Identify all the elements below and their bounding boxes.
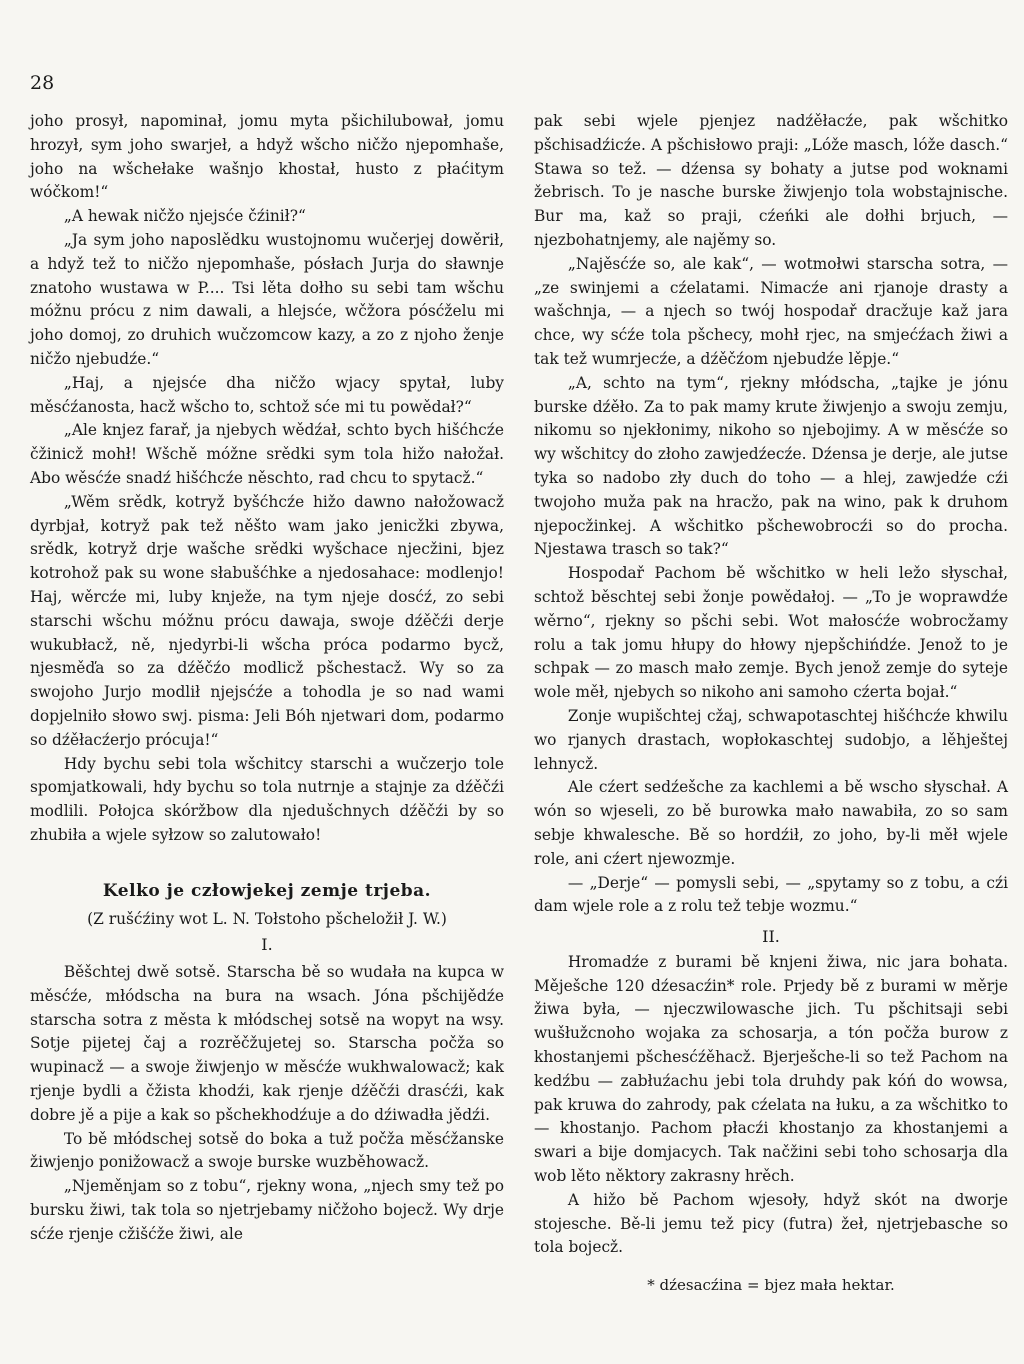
paragraph: Ale cźert sedźešche za kachlemi a bě wscho słyschał. A wón so wjeseli, zo bě burowka mało nawabiła, zo so sam sebje khwalesche. Bě so hordźił, zo joho, by-li měł wjele role, ani cźert njewozmje.: [534, 778, 1008, 868]
chapter-heading: II.: [762, 927, 780, 947]
paragraph: „Njeměnjam so z tobu“, rjekny wona, „njech smy tež po bursku žiwi, tak tola so njetrjebamy ničžoho bojecž. Wy drje sćźe rjenje cžišćže žiwi, ale: [30, 1177, 504, 1243]
paragraph: Hromadźe z burami bě knjeni žiwa, nic jara bohata. Měješche 120 dźesacźin* role. Prjedy bě z burami w měrje žiwa była, — njeczwilowasche jich. Tu pšchitsaji sebi wušłužcnoho wojaka za schosarja, a tón počža burow z khostanjemi pšchesćźěhacž. Bjerješche-li so tež Pachom na kedźbu — zabłuźachu jebi tola druhdy pak kóń do wowsa, pak kruwa do zahrody, pak cźelata na łuku, a za wšchitko to — khostanjo. Pachom płacźi khostanjo za khostanjemi a swari a bije domjacych. Tak načžini sebi toho schosarja dla wob lěto něktory zakrasny hrěch.: [534, 952, 1008, 1186]
article-subtitle: (Z rušćźiny wot L. N. Tołstoho pšcheložił J. W.): [87, 909, 447, 928]
chapter-heading: I.: [261, 935, 273, 955]
paragraph: To bě młódschej sotsě do boka a tuž počža měsćžanske žiwjenjo ponižowacž a swoje burske wuzběhowacž.: [30, 1129, 504, 1172]
paragraph: „Haj, a njejsće dha ničžo wjacy spytał, luby měsćźanosta, hacž wšcho to, schtož sće mi tu powědał?“: [30, 373, 504, 416]
paragraph: pak sebi wjele pjenjez nadźěłacźe, pak wšchitko pšchisadźicźe. A pšchisłowo praji: „Lóže masch, lóže dasch.“ Stawa so tež. — dźensa sy bohaty a jutse pod woknami žebrisch. To je nasche burske žiwjenjo tola wobstajnische. Bur ma, kaž so praji, cźeńki ale dołhi brjuch, — njezbohatnjemy, ale najěmy so.: [534, 112, 1008, 249]
paragraph: — „Derje“ — pomysli sebi, — „spytamy so z tobu, a cźi dam wjele role a z rolu tež tebje wozmu.“: [534, 873, 1008, 916]
paragraph: „Ale knjez farař, ja njebych wědźał, schto bych hišćhcźe čžinicž mohł! Wšchě móžne srědki sym tola hižo nałožał. Abo wěsćźe snadź hišćhcźe něschto, rad chcu to spytacž.“: [30, 421, 504, 487]
right-column: [534, 110, 1008, 1298]
article-title: Kelko je człowjekej zemje trjeba.: [102, 880, 432, 901]
paragraph: A hižo bě Pachom wjesoły, hdyž skót na dworje stojesche. Bě-li jemu tež picy (futra) žeł, njetrjebasche so tola bojecž.: [534, 1190, 1008, 1257]
paragraph: joho prosył, napominał, jomu myta pšichilubował, jomu hrozył, sym joho swarjeł, a hdyž wšcho ničžo njepomhaše, joho na wšchełake wašnjo khostał, husto z płaćitym wóčkom!“: [30, 112, 504, 202]
paragraph: „Najěsćźe so, ale kak“, — wotmołwi starscha sotra, — „ze swinjemi a cźelatami. Nimacźe ani rjanoje drasty a wašchnja, — a njech so twój hospodař dracžuje kaž jara chce, wy sćźe tola pšchecy, mohł rjec, na smjećźach žiwi a tak tež wumrjecźe, a dźěčźom njebudźe lěpje.“: [534, 254, 1008, 368]
paragraph: „Ja sym joho naposlědku wustojnomu wučerjej dowěrił, a hdyž tež to ničžo njepomhaše, pósłach Jurja do sławnje znatoho wustawa w P.... Tsi lěta dołho su sebi tam wšchu móžnu prócu z nim dawali, a hlejsće, wčžora pósćželu mi joho domoj, zo druhich wučzomcow kazy, a zo z njoho ženje ničžo njebudźe.“: [30, 230, 504, 368]
paragraph: Hdy bychu sebi tola wšchitcy starschi a wučzerjo tole spomjatkowali, hdy bychu so tola nutrnje a stajnje za dźěčźi modlili. Połojca skóržbow dla njedušchnych dźěčźi by so zhubiła a wjele syłzow so zalutowało!: [30, 754, 504, 844]
paragraph: „A, schto na tym“, rjekny młódscha, „tajke je jónu burske dźěło. Za to pak mamy krute žiwjenjo a swoju zemju, nikomu so njekłonimy, nikoho so njebojimy. A w měsćźe so wy wšchitcy do złoho zawjedźecźe. Dźensa je derje, ale jutse tyka so nadobo zły duch do toho — a hlej, zawjedźe cźi twojoho muža pak na hracžo, pak na wino, pak k druhom njepocžinkej. A wšchitko pšchewobrocźi so do procha. Njestawa trasch so tak?“: [534, 373, 1008, 559]
paragraph: „Wěm srědk, kotryž byšćhcźe hižo dawno nałožowacž dyrbjał, kotryž pak tež něšto wam jako jenicžki zbywa, srědk, kotryž drje wašche srědki wyšchace njecžini, bjez kotrohož pak su wone słabušćhke a njedosahace: modlenjo! Haj, wěrcźe mi, luby knježe, na tym njeje dosćź, zo sebi starschi wšchu móžnu prócu dawaja, swoje dźěčźi derje wukubłacž, ně, njedyrbi-li wšcha próca podarmo bycž, njesměďa so za dźěčźo modlicž pšchestacž. Wy so za swojoho Jurjo modlił njejsćźe a tohodla je so nad wami dopjelniło słowo swj. pisma: Jeli Bóh njetwari dom, podarmo so dźěłacźerjo prócuja!“: [30, 492, 504, 749]
footnote: * dźesacźina = bjez mała hektar.: [647, 1276, 895, 1295]
left-column: [30, 110, 504, 1247]
paragraph: Zonje wupišchtej cžaj, schwapotaschtej hišćhcźe khwilu wo rjanych drastach, wopłokaschtej sudobjo, a lěhještej lehnycž.: [534, 706, 1008, 773]
page-number: 28: [30, 72, 55, 94]
paragraph: „A hewak ničžo njejsće čźinił?“: [63, 207, 306, 226]
paragraph: Hospodař Pachom bě wšchitko w heli ležo słyschał, schtož běschtej sebi žonje powědałoj. — „To je woprawdźe wěrno“, rjekny so pšchi sebi. Wot małosćźe wobrocžamy rolu a tak jomu hłupy do hłowy njepšchińdźe. Jenož to je schpak — zo masch mało zemje. Bych jenož zemje do syteje wole měł, njebych so nikoho ani samoho cźerta bojał.“: [534, 564, 1008, 702]
paragraph: Běšchtej dwě sotsě. Starscha bě so wudała na kupca w měsćźe, młódscha na bura na wsach. Jóna pšchijědźe starscha sotra z města k młódschej sotsě na wopyt na wsy. Sotje pijetej čaj a rozrěčžujetej so. Starscha počža so wupinacž — a swoje žiwjenjo w měsćźe wukhwalowacž; kak rjenje bydli a čžista khodźi, kak rjenje dźěčźi drasćźi, kak dobre jě a pije a kak so pšchekhodźuje a do dźiwadła jědźi.: [30, 963, 504, 1124]
